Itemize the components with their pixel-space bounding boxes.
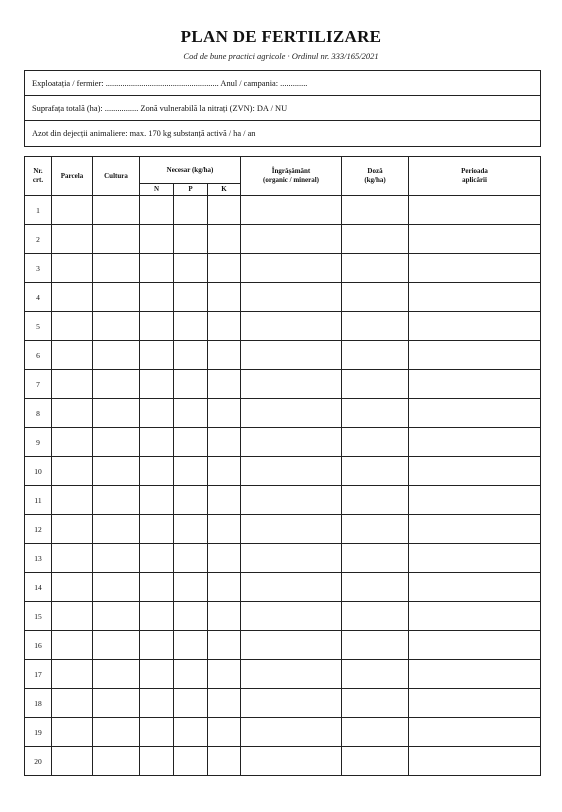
cell-perioada[interactable]: [409, 312, 541, 341]
table-row: [25, 225, 541, 254]
cell-doza[interactable]: [342, 312, 409, 341]
cell-ingrasamant[interactable]: [241, 573, 342, 602]
header-nr-line2: crt.: [32, 176, 44, 184]
row-number: 6: [25, 341, 52, 370]
cell-p[interactable]: [174, 457, 208, 486]
cell-n[interactable]: [140, 544, 174, 573]
farm-info-box: [24, 70, 541, 147]
table-row: [25, 283, 541, 312]
cell-parcela[interactable]: [52, 718, 93, 747]
cell-p[interactable]: [174, 689, 208, 718]
cell-parcela[interactable]: [52, 515, 93, 544]
row-number: 19: [25, 718, 52, 747]
cell-doza[interactable]: [342, 225, 409, 254]
cell-perioada[interactable]: [409, 747, 541, 776]
cell-doza[interactable]: [342, 573, 409, 602]
cell-doza[interactable]: [342, 428, 409, 457]
farm-info-line-operator: Exploatația / fermier: ...................................................... Anul / campania: .............: [25, 71, 540, 96]
cell-doza[interactable]: [342, 196, 409, 225]
cell-ingrasamant[interactable]: [241, 486, 342, 515]
header-doza-line2: (kg/ha): [364, 176, 386, 184]
cell-p[interactable]: [174, 254, 208, 283]
cell-ingrasamant[interactable]: [241, 747, 342, 776]
cell-k[interactable]: [208, 196, 241, 225]
farm-info-line-nitrogen: Azot din dejecții animaliere: max. 170 kg substanță activă / ha / an: [32, 129, 256, 138]
cell-cultura[interactable]: [93, 486, 140, 515]
cell-parcela[interactable]: [52, 196, 93, 225]
cell-cultura[interactable]: [93, 515, 140, 544]
cell-ingrasamant[interactable]: [241, 718, 342, 747]
cell-cultura[interactable]: [93, 196, 140, 225]
cell-p[interactable]: [174, 660, 208, 689]
cell-p[interactable]: [174, 428, 208, 457]
cell-parcela[interactable]: [52, 631, 93, 660]
row-number: 4: [25, 283, 52, 312]
row-number: 18: [25, 689, 52, 718]
header-perioada-line2: aplicării: [462, 176, 487, 184]
cell-cultura[interactable]: [93, 602, 140, 631]
table-row: [25, 602, 541, 631]
cell-doza[interactable]: [342, 399, 409, 428]
page-subtitle: Cod de bune practici agricole · Ordinul nr. 333/165/2021: [183, 51, 379, 61]
row-number: 17: [25, 660, 52, 689]
cell-parcela[interactable]: [52, 370, 93, 399]
fertilization-table: [24, 156, 541, 776]
cell-k[interactable]: [208, 544, 241, 573]
cell-parcela[interactable]: [52, 312, 93, 341]
cell-parcela[interactable]: [52, 660, 93, 689]
cell-ingrasamant[interactable]: [241, 341, 342, 370]
cell-n[interactable]: [140, 457, 174, 486]
cell-k[interactable]: [208, 631, 241, 660]
cell-doza[interactable]: [342, 718, 409, 747]
cell-doza[interactable]: [342, 370, 409, 399]
table-row: [25, 544, 541, 573]
table-row: [25, 254, 541, 283]
cell-ingrasamant[interactable]: [241, 602, 342, 631]
cell-perioada[interactable]: [409, 254, 541, 283]
cell-ingrasamant[interactable]: [241, 225, 342, 254]
cell-p[interactable]: [174, 515, 208, 544]
cell-doza[interactable]: [342, 544, 409, 573]
header-ingrasamant-line2: (organic / mineral): [263, 176, 320, 184]
cell-doza[interactable]: [342, 254, 409, 283]
table-row: [25, 341, 541, 370]
cell-perioada[interactable]: [409, 341, 541, 370]
cell-cultura[interactable]: [93, 747, 140, 776]
table-row: [25, 660, 541, 689]
cell-k[interactable]: [208, 660, 241, 689]
cell-parcela[interactable]: [52, 399, 93, 428]
cell-perioada[interactable]: [409, 283, 541, 312]
cell-perioada[interactable]: [409, 428, 541, 457]
cell-cultura[interactable]: [93, 225, 140, 254]
row-number: 5: [25, 312, 52, 341]
cell-p[interactable]: [174, 399, 208, 428]
cell-p[interactable]: [174, 573, 208, 602]
row-number: 15: [25, 602, 52, 631]
cell-n[interactable]: [140, 747, 174, 776]
table-row: [25, 399, 541, 428]
cell-p[interactable]: [174, 370, 208, 399]
header-necesar: Necesar (kg/ha): [140, 157, 241, 184]
cell-parcela[interactable]: [52, 457, 93, 486]
cell-k[interactable]: [208, 254, 241, 283]
cell-n[interactable]: [140, 399, 174, 428]
cell-doza[interactable]: [342, 747, 409, 776]
cell-cultura[interactable]: [93, 718, 140, 747]
cell-k[interactable]: [208, 370, 241, 399]
cell-parcela[interactable]: [52, 747, 93, 776]
cell-parcela[interactable]: [52, 544, 93, 573]
cell-cultura[interactable]: [93, 660, 140, 689]
cell-k[interactable]: [208, 689, 241, 718]
table-row: [25, 689, 541, 718]
cell-cultura[interactable]: [93, 283, 140, 312]
cell-ingrasamant[interactable]: [241, 254, 342, 283]
cell-p[interactable]: [174, 196, 208, 225]
row-number: 13: [25, 544, 52, 573]
cell-n[interactable]: [140, 428, 174, 457]
cell-doza[interactable]: [342, 689, 409, 718]
cell-k[interactable]: [208, 457, 241, 486]
cell-parcela[interactable]: [52, 486, 93, 515]
cell-n[interactable]: [140, 196, 174, 225]
cell-perioada[interactable]: [409, 370, 541, 399]
cell-ingrasamant[interactable]: [241, 399, 342, 428]
cell-parcela[interactable]: [52, 341, 93, 370]
cell-doza[interactable]: [342, 602, 409, 631]
cell-cultura[interactable]: [93, 544, 140, 573]
cell-p[interactable]: [174, 341, 208, 370]
cell-ingrasamant[interactable]: [241, 457, 342, 486]
page-title: PLAN DE FERTILIZARE: [180, 27, 382, 46]
cell-cultura[interactable]: [93, 573, 140, 602]
cell-doza[interactable]: [342, 631, 409, 660]
row-number: 10: [25, 457, 52, 486]
cell-p[interactable]: [174, 718, 208, 747]
cell-doza[interactable]: [342, 283, 409, 312]
header-nr-crt: [25, 157, 52, 196]
cell-cultura[interactable]: [93, 631, 140, 660]
cell-perioada[interactable]: [409, 689, 541, 718]
table-row: [25, 573, 541, 602]
cell-k[interactable]: [208, 573, 241, 602]
row-number: 1: [25, 196, 52, 225]
cell-cultura[interactable]: [93, 428, 140, 457]
table-row: [25, 312, 541, 341]
cell-doza[interactable]: [342, 660, 409, 689]
cell-n[interactable]: [140, 718, 174, 747]
cell-n[interactable]: [140, 283, 174, 312]
cell-parcela[interactable]: [52, 573, 93, 602]
cell-ingrasamant[interactable]: [241, 660, 342, 689]
cell-parcela[interactable]: [52, 689, 93, 718]
cell-perioada[interactable]: [409, 457, 541, 486]
cell-ingrasamant[interactable]: [241, 370, 342, 399]
cell-p[interactable]: [174, 602, 208, 631]
header-doza: [342, 157, 409, 196]
cell-perioada[interactable]: [409, 486, 541, 515]
cell-parcela[interactable]: [52, 428, 93, 457]
table-row: [25, 457, 541, 486]
cell-cultura[interactable]: [93, 370, 140, 399]
cell-n[interactable]: [140, 660, 174, 689]
cell-parcela[interactable]: [52, 225, 93, 254]
cell-perioada[interactable]: [409, 602, 541, 631]
cell-k[interactable]: [208, 602, 241, 631]
cell-perioada[interactable]: [409, 196, 541, 225]
cell-n[interactable]: [140, 573, 174, 602]
table-row: [25, 196, 541, 225]
cell-n[interactable]: [140, 515, 174, 544]
table-row: [25, 747, 541, 776]
cell-parcela[interactable]: [52, 254, 93, 283]
table-row: [25, 631, 541, 660]
header-perioada-line1: Perioada: [461, 167, 488, 175]
header-ingrasamant-line1: Îngrășământ: [271, 167, 311, 175]
cell-doza[interactable]: [342, 341, 409, 370]
cell-n[interactable]: [140, 225, 174, 254]
cell-p[interactable]: [174, 225, 208, 254]
cell-p[interactable]: [174, 544, 208, 573]
cell-doza[interactable]: [342, 515, 409, 544]
header-nr-line1: Nr.: [33, 167, 43, 175]
row-number: 2: [25, 225, 52, 254]
cell-doza[interactable]: [342, 457, 409, 486]
cell-ingrasamant[interactable]: [241, 283, 342, 312]
cell-ingrasamant[interactable]: [241, 544, 342, 573]
row-number: 11: [25, 486, 52, 515]
cell-ingrasamant[interactable]: [241, 196, 342, 225]
cell-k[interactable]: [208, 718, 241, 747]
cell-k[interactable]: [208, 312, 241, 341]
table-row: [25, 428, 541, 457]
cell-k[interactable]: [208, 399, 241, 428]
cell-ingrasamant[interactable]: [241, 428, 342, 457]
table-row: [25, 370, 541, 399]
table-row: [25, 486, 541, 515]
cell-perioada[interactable]: [409, 515, 541, 544]
cell-n[interactable]: [140, 486, 174, 515]
cell-p[interactable]: [174, 312, 208, 341]
cell-ingrasamant[interactable]: [241, 689, 342, 718]
cell-parcela[interactable]: [52, 283, 93, 312]
cell-p[interactable]: [174, 631, 208, 660]
table-row: [25, 718, 541, 747]
cell-n[interactable]: [140, 312, 174, 341]
cell-perioada[interactable]: [409, 225, 541, 254]
cell-n[interactable]: [140, 254, 174, 283]
cell-perioada[interactable]: [409, 660, 541, 689]
header-parcela: Parcela: [52, 157, 93, 196]
header-cultura: Cultura: [93, 157, 140, 196]
table-row: [25, 515, 541, 544]
cell-n[interactable]: [140, 689, 174, 718]
header-k: K: [208, 184, 241, 196]
cell-perioada[interactable]: [409, 718, 541, 747]
row-number: 20: [25, 747, 52, 776]
cell-n[interactable]: [140, 602, 174, 631]
row-number: 7: [25, 370, 52, 399]
cell-k[interactable]: [208, 486, 241, 515]
cell-ingrasamant[interactable]: [241, 515, 342, 544]
row-number: 12: [25, 515, 52, 544]
header-doza-line1: Doză: [367, 167, 383, 175]
cell-cultura[interactable]: [93, 341, 140, 370]
cell-perioada[interactable]: [409, 399, 541, 428]
cell-n[interactable]: [140, 370, 174, 399]
cell-k[interactable]: [208, 283, 241, 312]
cell-cultura[interactable]: [93, 689, 140, 718]
header-ingrasamant: [241, 157, 342, 196]
cell-k[interactable]: [208, 515, 241, 544]
row-number: 3: [25, 254, 52, 283]
cell-cultura[interactable]: [93, 457, 140, 486]
cell-k[interactable]: [208, 225, 241, 254]
header-p: P: [174, 184, 208, 196]
row-number: 14: [25, 573, 52, 602]
cell-cultura[interactable]: [93, 399, 140, 428]
farm-info-line-area: Suprafața totală (ha): ................ Zonă vulnerabilă la nitrați (ZVN): DA / NU: [25, 96, 540, 121]
row-number: 9: [25, 428, 52, 457]
cell-k[interactable]: [208, 341, 241, 370]
header-perioada: [409, 157, 541, 196]
row-number: 16: [25, 631, 52, 660]
cell-p[interactable]: [174, 283, 208, 312]
cell-ingrasamant[interactable]: [241, 312, 342, 341]
cell-cultura[interactable]: [93, 312, 140, 341]
table-body: [25, 196, 541, 776]
cell-cultura[interactable]: [93, 254, 140, 283]
cell-perioada[interactable]: [409, 544, 541, 573]
cell-n[interactable]: [140, 341, 174, 370]
header-n: N: [140, 184, 174, 196]
cell-p[interactable]: [174, 486, 208, 515]
cell-perioada[interactable]: [409, 573, 541, 602]
cell-perioada[interactable]: [409, 631, 541, 660]
row-number: 8: [25, 399, 52, 428]
cell-k[interactable]: [208, 428, 241, 457]
cell-n[interactable]: [140, 631, 174, 660]
cell-k[interactable]: [208, 747, 241, 776]
cell-p[interactable]: [174, 747, 208, 776]
cell-parcela[interactable]: [52, 602, 93, 631]
cell-ingrasamant[interactable]: [241, 631, 342, 660]
cell-doza[interactable]: [342, 486, 409, 515]
